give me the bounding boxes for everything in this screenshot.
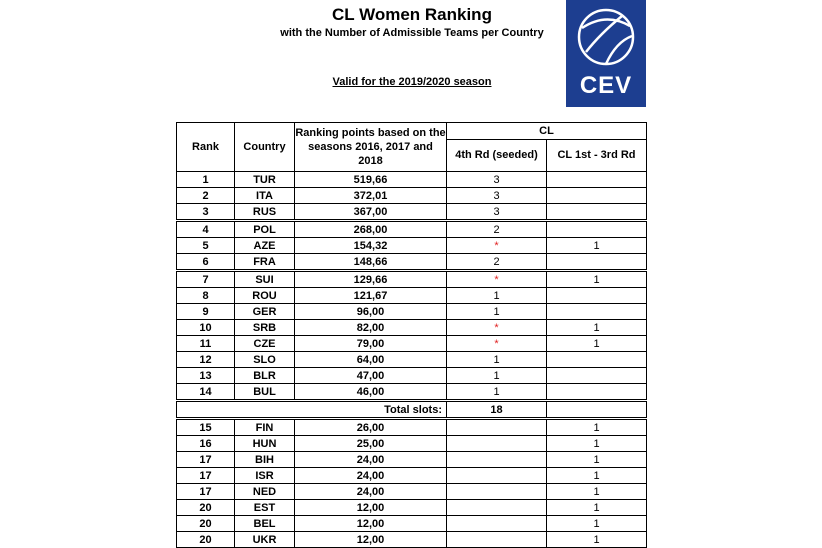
- seeded-cell: [447, 419, 547, 436]
- country-cell: BIH: [235, 452, 295, 468]
- country-cell: GER: [235, 304, 295, 320]
- points-cell: 82,00: [295, 320, 447, 336]
- seeded-cell: *: [447, 238, 547, 254]
- points-cell: 129,66: [295, 271, 447, 288]
- table-row: [177, 221, 647, 238]
- col-country-header: Country: [235, 123, 295, 172]
- total-value: 18: [447, 401, 547, 419]
- rank-cell: 11: [177, 336, 235, 352]
- country-cell: UKR: [235, 532, 295, 548]
- points-cell: 79,00: [295, 336, 447, 352]
- country-cell: SLO: [235, 352, 295, 368]
- early-cell: 1: [547, 419, 647, 436]
- seeded-cell: 1: [447, 384, 547, 401]
- country-cell: TUR: [235, 172, 295, 188]
- points-cell: 519,66: [295, 172, 447, 188]
- early-cell: [547, 384, 647, 401]
- early-cell: 1: [547, 238, 647, 254]
- early-cell: 1: [547, 336, 647, 352]
- early-cell: [547, 221, 647, 238]
- rank-cell: 7: [177, 271, 235, 288]
- rank-cell: 13: [177, 368, 235, 384]
- early-cell: [547, 288, 647, 304]
- table-body-top: [177, 172, 647, 401]
- table-row: [177, 254, 647, 271]
- total-row: [177, 401, 647, 419]
- country-cell: RUS: [235, 204, 295, 221]
- col-rank-header: Rank: [177, 123, 235, 172]
- table-row: [177, 419, 647, 436]
- early-cell: [547, 368, 647, 384]
- page-title: CL Women Ranking: [332, 5, 492, 24]
- points-cell: 12,00: [295, 500, 447, 516]
- early-cell: 1: [547, 516, 647, 532]
- seeded-cell: *: [447, 271, 547, 288]
- rank-cell: 17: [177, 452, 235, 468]
- early-cell: 1: [547, 271, 647, 288]
- table-row: [177, 368, 647, 384]
- country-cell: NED: [235, 484, 295, 500]
- points-cell: 24,00: [295, 452, 447, 468]
- seeded-cell: 3: [447, 172, 547, 188]
- country-cell: SRB: [235, 320, 295, 336]
- seeded-cell: [447, 452, 547, 468]
- col-cl-group-header: CL: [447, 123, 647, 140]
- points-cell: 26,00: [295, 419, 447, 436]
- points-cell: 367,00: [295, 204, 447, 221]
- points-cell: 121,67: [295, 288, 447, 304]
- country-cell: EST: [235, 500, 295, 516]
- points-cell: 46,00: [295, 384, 447, 401]
- rank-cell: 1: [177, 172, 235, 188]
- country-cell: AZE: [235, 238, 295, 254]
- country-cell: CZE: [235, 336, 295, 352]
- seeded-cell: 1: [447, 304, 547, 320]
- table-row: [177, 188, 647, 204]
- country-cell: ISR: [235, 468, 295, 484]
- seeded-cell: 1: [447, 368, 547, 384]
- country-cell: BLR: [235, 368, 295, 384]
- rank-cell: 4: [177, 221, 235, 238]
- early-cell: [547, 304, 647, 320]
- volleyball-icon: [576, 6, 636, 68]
- table-row: [177, 304, 647, 320]
- ranking-table: [176, 122, 647, 548]
- table-row: [177, 336, 647, 352]
- col-seeded-header: 4th Rd (seeded): [447, 139, 547, 171]
- logo-text: CEV: [579, 72, 633, 99]
- country-cell: FRA: [235, 254, 295, 271]
- seeded-cell: 1: [447, 352, 547, 368]
- rank-cell: 9: [177, 304, 235, 320]
- rank-cell: 5: [177, 238, 235, 254]
- table-body-bottom: [177, 419, 647, 548]
- seeded-cell: [447, 500, 547, 516]
- points-cell: 96,00: [295, 304, 447, 320]
- table-row: [177, 500, 647, 516]
- points-cell: 12,00: [295, 532, 447, 548]
- seeded-cell: [447, 484, 547, 500]
- seeded-cell: 1: [447, 288, 547, 304]
- table-row: [177, 320, 647, 336]
- seeded-cell: [447, 532, 547, 548]
- early-cell: 1: [547, 484, 647, 500]
- points-cell: 268,00: [295, 221, 447, 238]
- country-cell: POL: [235, 221, 295, 238]
- col-points-header: Ranking points based on the seasons 2016, 2017 and 2018: [295, 123, 447, 172]
- points-cell: 64,00: [295, 352, 447, 368]
- rank-cell: 3: [177, 204, 235, 221]
- seeded-cell: [447, 436, 547, 452]
- seeded-cell: 3: [447, 188, 547, 204]
- table-row: [177, 452, 647, 468]
- validity-note: Valid for the 2019/2020 season: [332, 76, 492, 88]
- table-row: [177, 204, 647, 221]
- points-cell: 154,32: [295, 238, 447, 254]
- cev-logo: [566, 0, 646, 107]
- rank-cell: 17: [177, 468, 235, 484]
- rank-cell: 15: [177, 419, 235, 436]
- table-row: [177, 532, 647, 548]
- country-cell: BUL: [235, 384, 295, 401]
- early-cell: 1: [547, 452, 647, 468]
- seeded-cell: [447, 468, 547, 484]
- early-cell: [547, 188, 647, 204]
- country-cell: ITA: [235, 188, 295, 204]
- total-empty-cell: [547, 401, 647, 419]
- points-cell: 372,01: [295, 188, 447, 204]
- early-cell: 1: [547, 500, 647, 516]
- early-cell: 1: [547, 532, 647, 548]
- rank-cell: 20: [177, 500, 235, 516]
- rank-cell: 6: [177, 254, 235, 271]
- rank-cell: 12: [177, 352, 235, 368]
- table-row: [177, 484, 647, 500]
- early-cell: 1: [547, 436, 647, 452]
- early-cell: 1: [547, 468, 647, 484]
- seeded-cell: 2: [447, 254, 547, 271]
- points-cell: 24,00: [295, 484, 447, 500]
- early-cell: [547, 204, 647, 221]
- country-cell: HUN: [235, 436, 295, 452]
- total-label: Total slots:: [177, 401, 447, 419]
- rank-cell: 20: [177, 516, 235, 532]
- rank-cell: 10: [177, 320, 235, 336]
- table-row: [177, 384, 647, 401]
- table-row: [177, 238, 647, 254]
- table-row: [177, 172, 647, 188]
- table-row: [177, 271, 647, 288]
- points-cell: 24,00: [295, 468, 447, 484]
- table-row: [177, 516, 647, 532]
- early-cell: 1: [547, 320, 647, 336]
- table-row: [177, 436, 647, 452]
- seeded-cell: 2: [447, 221, 547, 238]
- points-cell: 25,00: [295, 436, 447, 452]
- early-cell: [547, 172, 647, 188]
- country-cell: SUI: [235, 271, 295, 288]
- rank-cell: 8: [177, 288, 235, 304]
- table-row: [177, 352, 647, 368]
- rank-cell: 14: [177, 384, 235, 401]
- country-cell: ROU: [235, 288, 295, 304]
- early-cell: [547, 254, 647, 271]
- country-cell: FIN: [235, 419, 295, 436]
- page-subtitle: with the Number of Admissible Teams per Country: [280, 27, 544, 39]
- early-cell: [547, 352, 647, 368]
- table-row: [177, 468, 647, 484]
- rank-cell: 20: [177, 532, 235, 548]
- seeded-cell: *: [447, 336, 547, 352]
- seeded-cell: *: [447, 320, 547, 336]
- rank-cell: 16: [177, 436, 235, 452]
- country-cell: BEL: [235, 516, 295, 532]
- rank-cell: 2: [177, 188, 235, 204]
- seeded-cell: 3: [447, 204, 547, 221]
- col-early-header: CL 1st - 3rd Rd: [547, 139, 647, 171]
- table-row: [177, 288, 647, 304]
- points-cell: 47,00: [295, 368, 447, 384]
- points-cell: 148,66: [295, 254, 447, 271]
- points-cell: 12,00: [295, 516, 447, 532]
- rank-cell: 17: [177, 484, 235, 500]
- seeded-cell: [447, 516, 547, 532]
